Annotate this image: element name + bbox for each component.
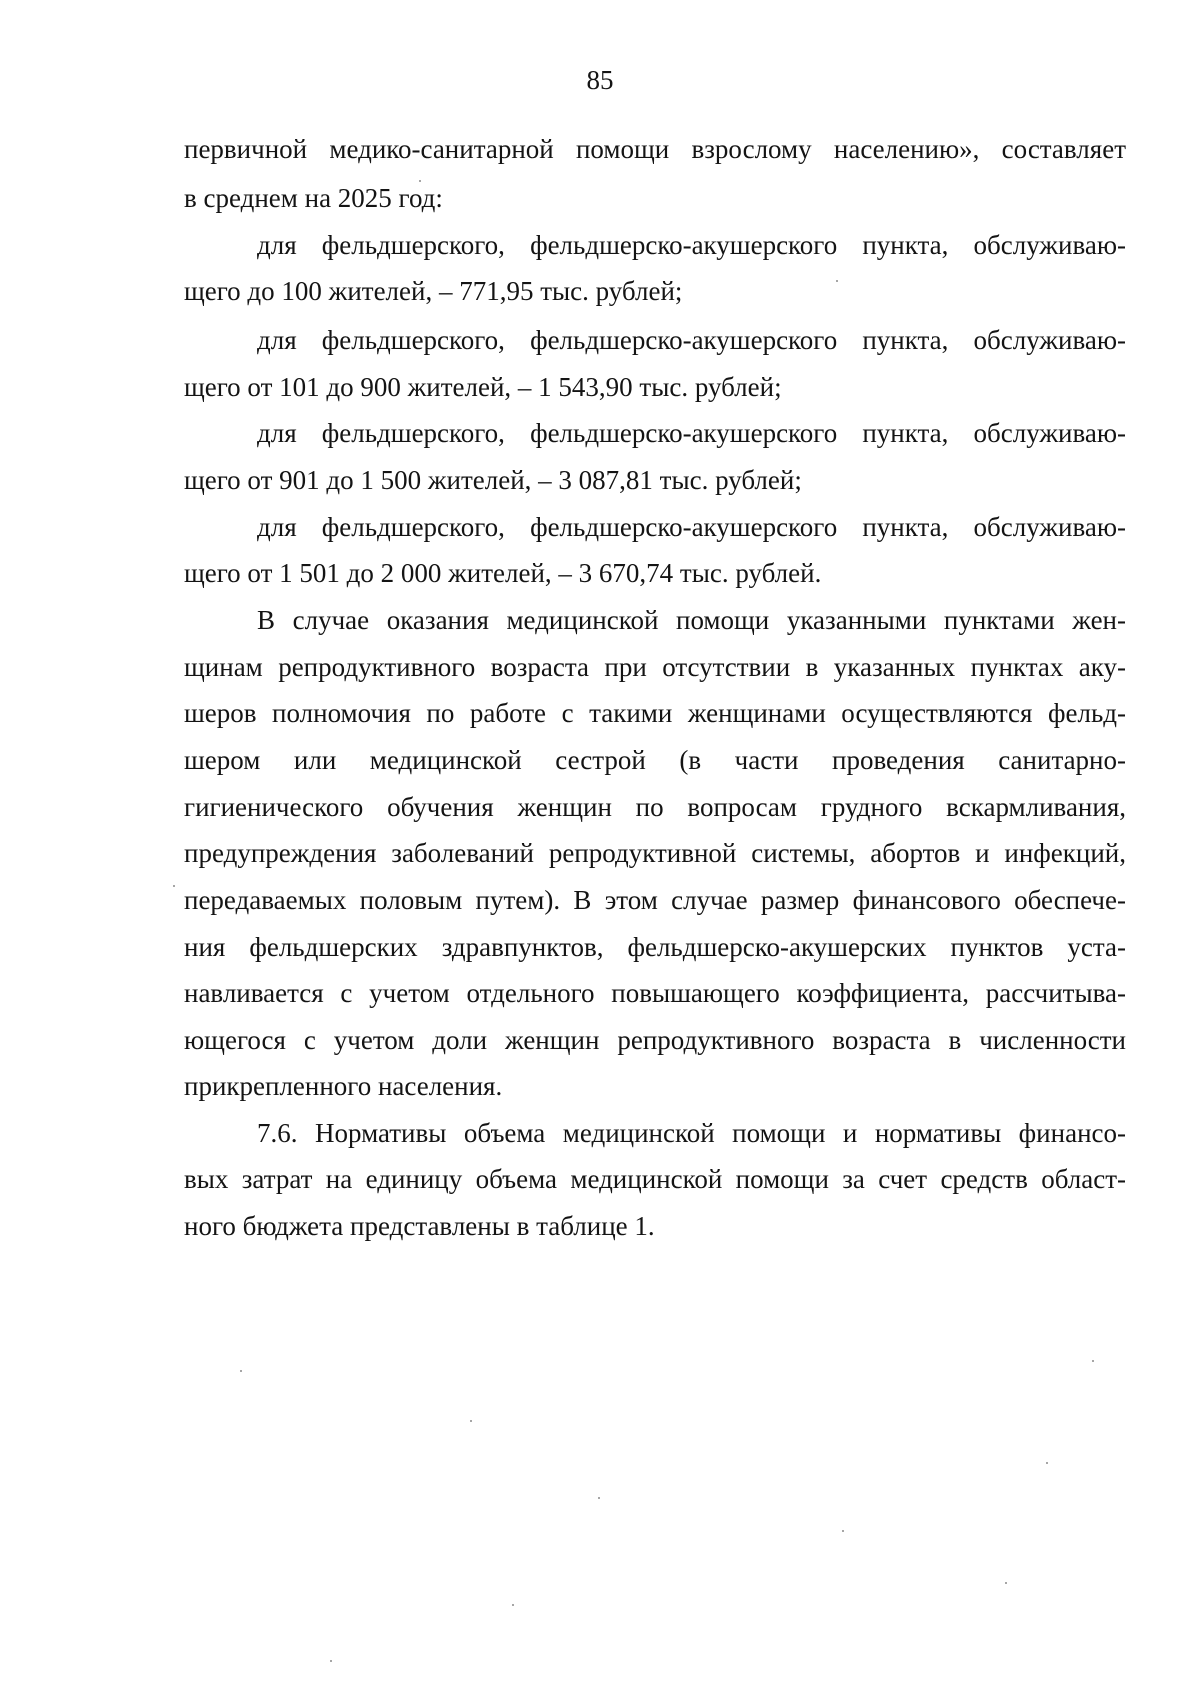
- text-line: щего от 1 501 до 2 000 жителей, – 3 670,74 тыс. рублей.: [184, 558, 822, 588]
- text-line: навливается с учетом отдельного повышающего коэффициента, рассчитыва-: [184, 978, 1126, 1008]
- text-line: гигиенического обучения женщин по вопросам грудного вскармливания,: [184, 792, 1126, 822]
- text-line: для фельдшерского, фельдшерско-акушерского пункта, обслуживаю-: [257, 512, 1126, 542]
- scan-speck: [419, 180, 421, 182]
- scan-speck: [470, 1420, 472, 1422]
- text-line: В случае оказания медицинской помощи указанными пунктами жен-: [257, 605, 1126, 635]
- text-line: первичной медико-санитарной помощи взрослому населению», составляет: [184, 134, 1126, 164]
- scan-speck: [1046, 1462, 1048, 1464]
- text-line: прикрепленного населения.: [184, 1071, 503, 1101]
- text-line: ния фельдшерских здравпунктов, фельдшерско-акушерских пунктов уста-: [184, 932, 1126, 962]
- scan-speck: [1092, 1360, 1094, 1362]
- text-line: щего до 100 жителей, – 771,95 тыс. рублей;: [184, 276, 683, 306]
- scan-speck: [1005, 1582, 1007, 1584]
- text-line: щего от 101 до 900 жителей, – 1 543,90 тыс. рублей;: [184, 372, 782, 402]
- scan-speck: [598, 1497, 600, 1499]
- scan-speck: [512, 1604, 514, 1606]
- text-line: ного бюджета представлены в таблице 1.: [184, 1211, 655, 1241]
- text-line: шером или медицинской сестрой (в части проведения санитарно-: [184, 745, 1126, 775]
- text-line: в среднем на 2025 год:: [184, 183, 443, 213]
- text-line: шеров полномочия по работе с такими женщинами осуществляются фельд-: [184, 698, 1126, 728]
- text-line: предупреждения заболеваний репродуктивной системы, абортов и инфекций,: [184, 838, 1126, 868]
- text-line: для фельдшерского, фельдшерско-акушерского пункта, обслуживаю-: [257, 325, 1126, 355]
- scan-speck: [240, 1370, 242, 1372]
- text-line: для фельдшерского, фельдшерско-акушерского пункта, обслуживаю-: [257, 230, 1126, 260]
- page-number: 85: [586, 65, 614, 95]
- text-line: вых затрат на единицу объема медицинской помощи за счет средств област-: [184, 1164, 1126, 1194]
- scan-speck: [173, 885, 175, 887]
- text-line: 7.6. Нормативы объема медицинской помощи и нормативы финансо-: [257, 1118, 1126, 1148]
- text-line: ющегося с учетом доли женщин репродуктивного возраста в численности: [184, 1025, 1126, 1055]
- text-line: щинам репродуктивного возраста при отсутствии в указанных пунктах аку-: [184, 652, 1126, 682]
- text-line: передаваемых половым путем). В этом случае размер финансового обеспече-: [184, 885, 1126, 915]
- text-line: щего от 901 до 1 500 жителей, – 3 087,81 тыс. рублей;: [184, 465, 802, 495]
- scan-speck: [836, 280, 838, 282]
- scan-speck: [842, 1530, 844, 1532]
- text-line: для фельдшерского, фельдшерско-акушерского пункта, обслуживаю-: [257, 418, 1126, 448]
- scan-speck: [330, 1660, 332, 1662]
